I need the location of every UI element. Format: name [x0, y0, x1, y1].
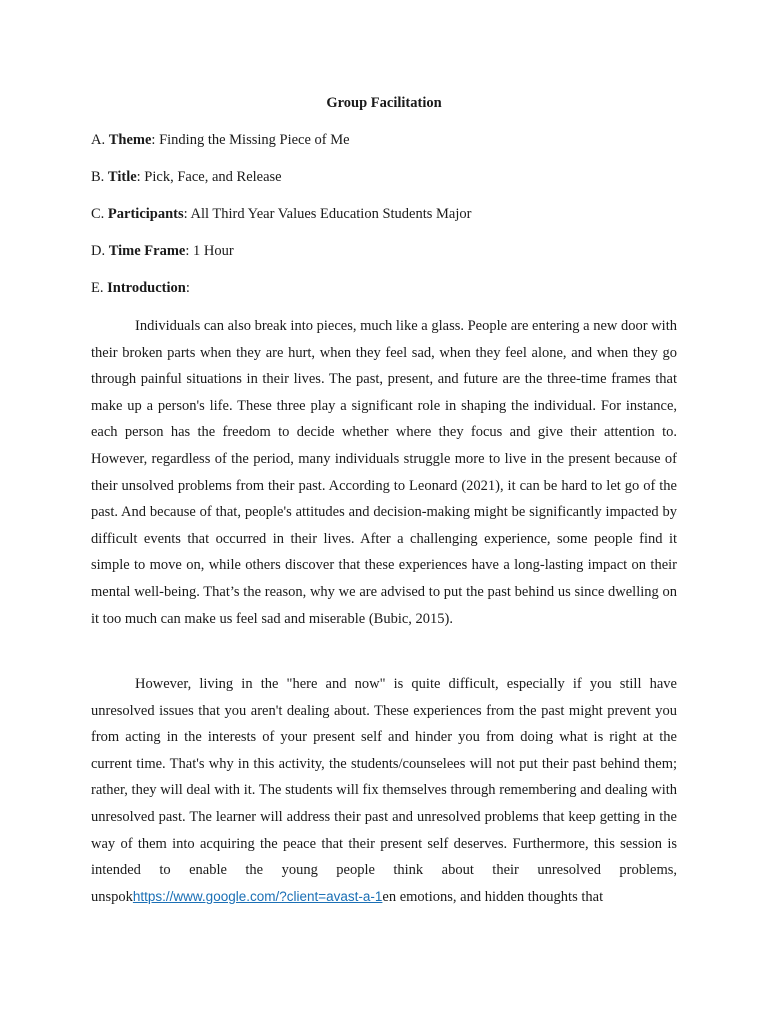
paragraph-2-text: However, living in the "here and now" is quite difficult, especially if you still have unresolved issues that you aren't dealing about. These experiences from the past might prevent you from acting in the interests of your present self and hinder you from doing what is right at the current time. That's why in this activity, the students/counselees will not put their past behind them; rather, they will deal with it. The students will fix themselves through remembering and dealing with unresolved past. The learner will address their past and unresolved problems that keep getting in the way of them into acquiring the peace that their present self deserves. Furthermore, this session is intended to enable the young people think about their unresolved problems, unspok [91, 676, 677, 905]
title-label: Title [107, 169, 137, 185]
document-title: Group Facilitation [326, 95, 442, 111]
title-prefix: B. [91, 169, 105, 185]
introduction-label: Introduction [107, 280, 186, 296]
time-frame-line [91, 242, 234, 260]
time-frame-value: : 1 Hour [185, 243, 234, 259]
google-link[interactable]: https://www.google.com/?client=avast-a-1 [132, 888, 383, 904]
participants-label: Participants [107, 206, 184, 222]
title-value: : Pick, Face, and Release [136, 169, 282, 185]
paragraph-2-text-continued: en emotions, and hidden thoughts that [382, 888, 604, 905]
theme-label: Theme [108, 132, 152, 148]
theme-line [91, 131, 350, 149]
introduction-prefix: E. [91, 280, 104, 296]
participants-line [91, 205, 471, 223]
participants-value: : All Third Year Values Education Students Major [183, 206, 472, 222]
title-line [91, 168, 282, 186]
introduction-line [91, 279, 190, 297]
introduction-value: : [185, 280, 190, 296]
time-frame-prefix: D. [91, 243, 106, 259]
time-frame-label: Time Frame [108, 243, 186, 259]
theme-value: : Finding the Missing Piece of Me [151, 132, 350, 148]
introduction-paragraph-2 [91, 671, 677, 910]
participants-prefix: C. [91, 206, 105, 222]
theme-prefix: A. [91, 132, 106, 148]
introduction-paragraph-1: Individuals can also break into pieces, much like a glass. People are entering a new door with their broken parts when they are hurt, when they feel sad, when they feel alone, and when they go through painful situations in their lives. The past, present, and future are the three-time frames that make up a person's life. These three play a significant role in shaping the individual. For instance, each person has the freedom to decide whether where they focus and give their attention to. However, regardless of the period, many individuals struggle more to live in the present because of their unsolved problems from their past. According to Leonard (2021), it can be hard to let go of the past. And because of that, people's attitudes and decision-making might be significantly impacted by difficult events that occurred in their lives. After a challenging experience, some people find it simple to move on, while others discover that these experiences have a long-lasting impact on their mental well-being. That’s the reason, why we are advised to put the past behind us since dwelling on it too much can make us feel sad and miserable (Bubic, 2015). [91, 318, 677, 627]
